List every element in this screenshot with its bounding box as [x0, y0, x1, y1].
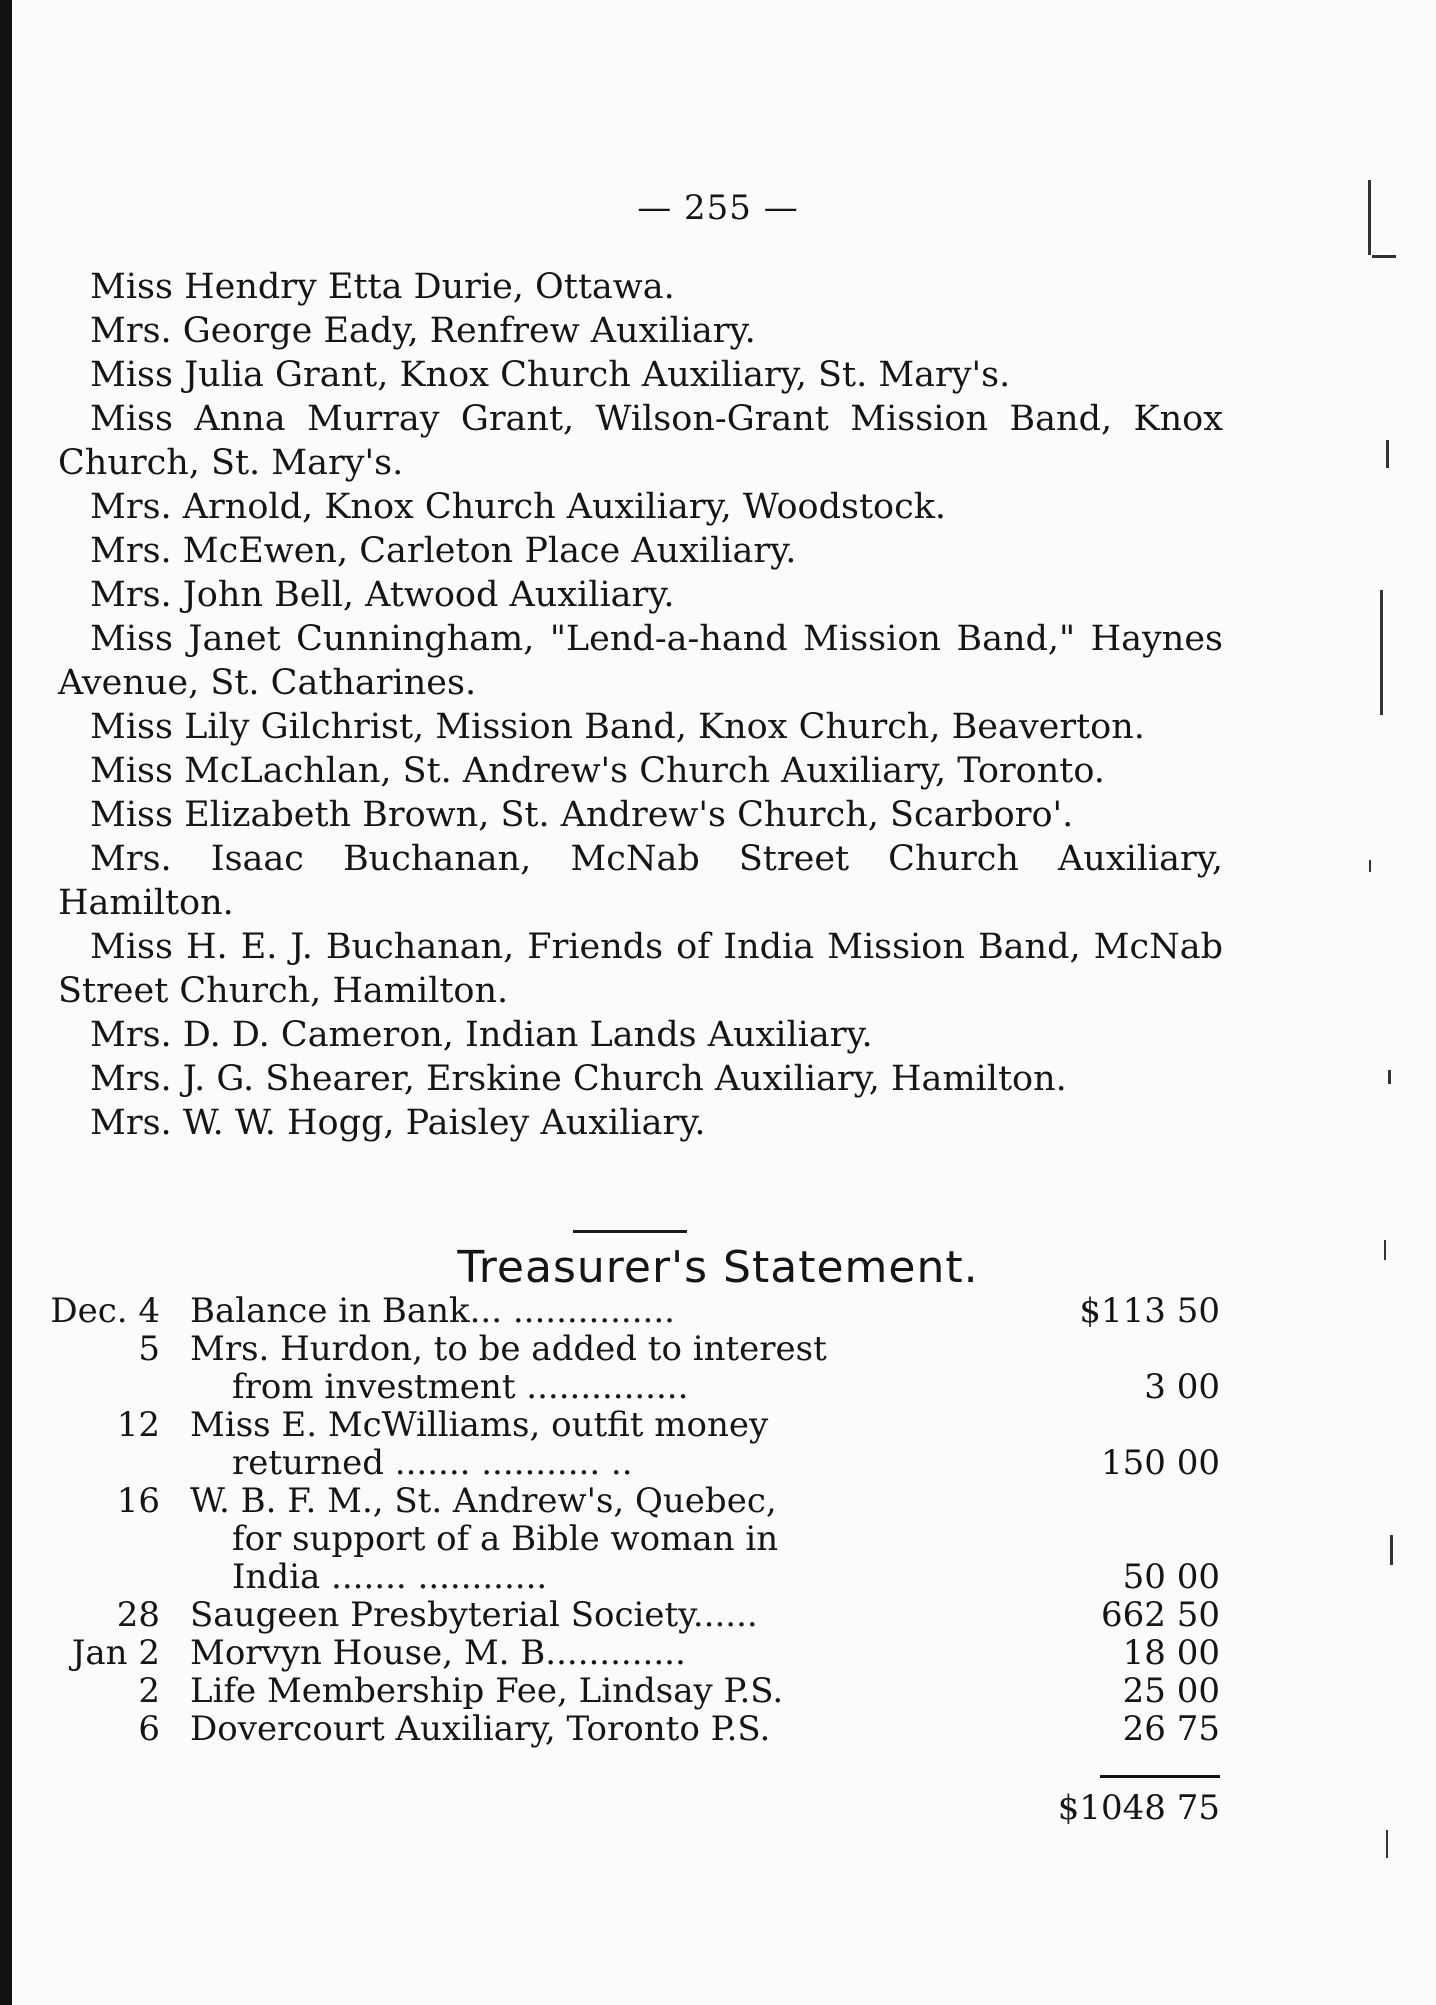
name-entry: Mrs. Isaac Buchanan, McNab Street Church Auxiliary, Hamilton.: [58, 839, 1223, 923]
name-entry: Mrs. George Eady, Renfrew Auxiliary.: [90, 311, 756, 351]
ledger-description-line: Saugeen Presbyterial Society......: [190, 1595, 758, 1635]
ledger-row: [0, 1482, 1436, 1596]
page-number: — 255 —: [637, 188, 799, 228]
ledger-total: $1048 75: [1057, 1788, 1220, 1828]
ledger-description-line: Morvyn House, M. B.............: [190, 1633, 686, 1673]
name-entry: Miss Elizabeth Brown, St. Andrew's Church, Scarboro'.: [90, 795, 1074, 835]
ledger-description-line: India ....... ............: [232, 1557, 548, 1597]
ledger-amount: 150 00: [1101, 1443, 1220, 1483]
ledger-description-line: W. B. F. M., St. Andrew's, Quebec,: [190, 1481, 777, 1521]
name-entry: Mrs. D. D. Cameron, Indian Lands Auxiliary.: [90, 1015, 873, 1055]
ledger-date: 28: [116, 1595, 160, 1635]
ledger-description-line: Dovercourt Auxiliary, Toronto P.S.: [190, 1709, 771, 1749]
ledger-row: [0, 1596, 1436, 1634]
ledger-description: [190, 1672, 890, 1710]
memorial-name-list: [58, 265, 1223, 1145]
name-entry: Mrs. John Bell, Atwood Auxiliary.: [90, 575, 675, 615]
name-entry: Miss H. E. J. Buchanan, Friends of India Mission Band, McNab Street Church, Hamilton.: [58, 927, 1223, 1011]
ledger-row: [0, 1634, 1436, 1672]
ledger-description: [190, 1292, 890, 1330]
name-entry: Miss Janet Cunningham, "Lend-a-hand Mission Band," Haynes Avenue, St. Catharines.: [58, 619, 1223, 703]
statement-title: Treasurer's Statement.: [457, 1242, 979, 1293]
ledger-description: [190, 1406, 890, 1482]
name-entry: Mrs. J. G. Shearer, Erskine Church Auxiliary, Hamilton.: [90, 1059, 1067, 1099]
ledger-date: 6: [138, 1709, 160, 1749]
ledger-amount: 26 75: [1122, 1709, 1220, 1749]
ledger-amount: 50 00: [1122, 1557, 1220, 1597]
ledger-amount: $113 50: [1079, 1291, 1220, 1331]
ledger-amount: 662 50: [1101, 1595, 1220, 1635]
ledger-amount: 18 00: [1122, 1633, 1220, 1673]
ledger-description-line: returned ....... ........... ..: [232, 1443, 633, 1483]
name-entry: Miss Hendry Etta Durie, Ottawa.: [90, 267, 675, 307]
ledger-description: [190, 1482, 890, 1596]
ledger-row: [0, 1406, 1436, 1482]
ledger-description: [190, 1710, 890, 1748]
ledger-date: 2: [138, 1671, 160, 1711]
ledger-description-line: for support of a Bible woman in: [232, 1519, 779, 1559]
name-entry: Miss McLachlan, St. Andrew's Church Auxiliary, Toronto.: [90, 751, 1105, 791]
ledger-date: 12: [116, 1405, 160, 1445]
ledger-date: 16: [116, 1481, 160, 1521]
treasurer-ledger: [0, 1292, 1436, 1748]
ledger-date: Dec. 4: [50, 1291, 160, 1331]
ledger-row: [0, 1672, 1436, 1710]
total-rule: [1100, 1775, 1220, 1778]
name-entry: Miss Lily Gilchrist, Mission Band, Knox Church, Beaverton.: [90, 707, 1145, 747]
ledger-description-line: Life Membership Fee, Lindsay P.S.: [190, 1671, 784, 1711]
ledger-description-line: Mrs. Hurdon, to be added to interest: [190, 1329, 827, 1369]
name-entry: Mrs. W. W. Hogg, Paisley Auxiliary.: [90, 1103, 706, 1143]
ledger-description-line: from investment ...............: [232, 1367, 689, 1407]
ledger-description: [190, 1596, 890, 1634]
ledger-date: Jan 2: [71, 1633, 160, 1673]
ledger-row: [0, 1330, 1436, 1406]
ledger-description: [190, 1330, 890, 1406]
ledger-amount: 25 00: [1122, 1671, 1220, 1711]
ledger-row: [0, 1292, 1436, 1330]
ledger-description: [190, 1634, 890, 1672]
name-entry: Mrs. McEwen, Carleton Place Auxiliary.: [90, 531, 797, 571]
ledger-row: [0, 1710, 1436, 1748]
name-entry: Mrs. Arnold, Knox Church Auxiliary, Woodstock.: [90, 487, 947, 527]
ledger-description-line: Miss E. McWilliams, outfit money: [190, 1405, 769, 1445]
name-entry: Miss Julia Grant, Knox Church Auxiliary, St. Mary's.: [90, 355, 1011, 395]
ledger-date: 5: [138, 1329, 160, 1369]
name-entry: Miss Anna Murray Grant, Wilson-Grant Mission Band, Knox Church, St. Mary's.: [58, 399, 1223, 483]
ledger-description-line: Balance in Bank... ...............: [190, 1291, 675, 1331]
section-divider: [573, 1230, 687, 1233]
ledger-amount: 3 00: [1144, 1367, 1220, 1407]
